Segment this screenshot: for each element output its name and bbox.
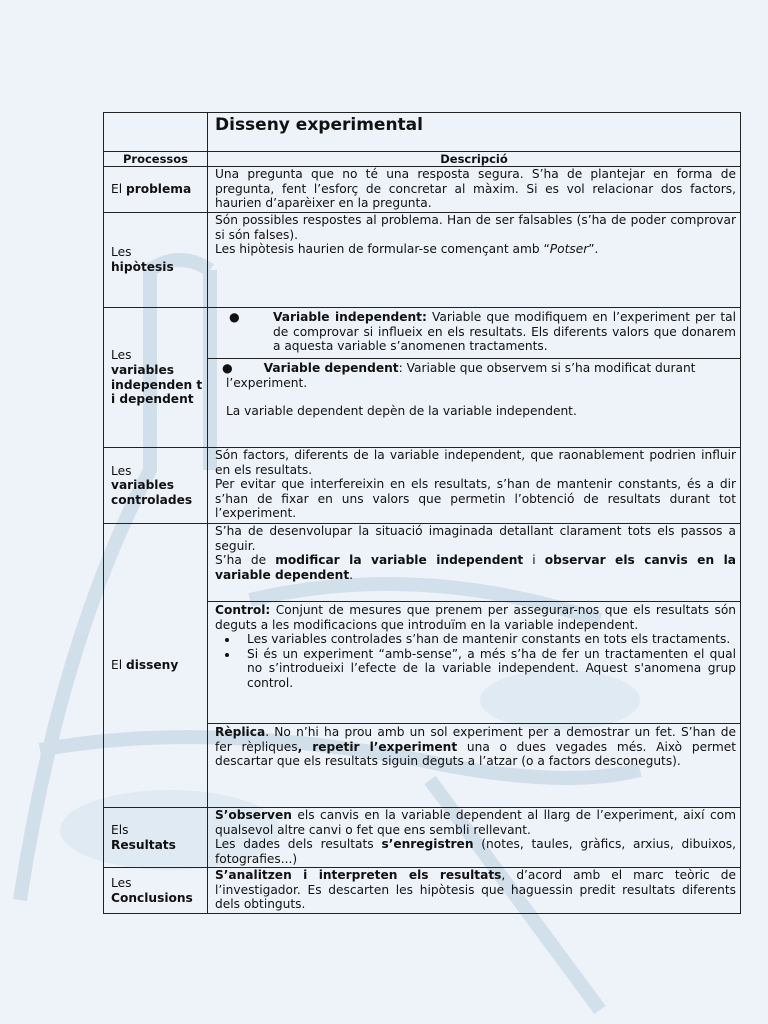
table-row bbox=[104, 167, 741, 213]
controlled-variables-description: Són factors, diferents de la variable independent, que raonablement podrien influir en els resultats. Per evitar que interfereixin en els resultats, s’han de mantenir constants, és a dir s’han de fixar en uns valors que permetin l’obtenció de resultats durant tot l’experiment. bbox=[208, 448, 741, 524]
control-list bbox=[215, 632, 736, 690]
experimental-design-table bbox=[103, 112, 741, 914]
bullet-icon: ● bbox=[222, 361, 233, 375]
process-label: Les hipòtesis bbox=[104, 213, 208, 308]
list-item: • Les variables controlades s’han de mantenir constants en tots els tractaments. bbox=[239, 632, 736, 647]
problem-description: Una pregunta que no té una resposta segura. S’ha de plantejar en forma de pregunta, fent l’esforç de concretar al màxim. Si es vol relacionar dos factors, haurien d’aparèixer en la pregunta. bbox=[208, 167, 741, 213]
table-row bbox=[104, 213, 741, 308]
table-row bbox=[104, 868, 741, 914]
list-item: • Si és un experiment “amb-sense”, a més s’ha de fer un tractamenten el qual no s’introdueixi l’efecte de la variable independent. Aquest s'anomena grup control. bbox=[239, 647, 736, 691]
replica-description: Rèplica. No n’hi ha prou amb un sol experiment per a demostrar un fet. S’han de fer rèpliques, repetir l’experiment una o dues vegades més. Això permet descartar que els resultats siguin deguts a l’atzar (o a factors desconeguts). bbox=[208, 724, 741, 808]
process-label: Les variables independen t i dependent bbox=[104, 308, 208, 448]
description-header: Descripció bbox=[208, 152, 741, 167]
process-label: El problema bbox=[104, 167, 208, 213]
table-title: Disseny experimental bbox=[208, 113, 741, 152]
independent-variable-description: ● Variable independent: Variable que modifiquem en l’experiment per tal de comprovar si influeix en els resultats. Els diferents valors que donarem a aquesta variable s’anomenen tractaments. bbox=[208, 308, 741, 359]
design-description: S’ha de desenvolupar la situació imaginada detallant clarament tots els passos a seguir. S’ha de modificar la variable independent i observar els canvis en la variable dependent. bbox=[208, 524, 741, 602]
process-label: Els Resultats bbox=[104, 808, 208, 868]
process-label: Les Conclusions bbox=[104, 868, 208, 914]
table-row bbox=[104, 808, 741, 868]
bullet-icon: ● bbox=[229, 310, 240, 324]
control-description: Control: Conjunt de mesures que prenem per assegurar-nos que els resultats són deguts a les modificacions que introduïm en la variable independent. • Les variables controlades s’han de mantenir constants en tots els tractaments. • Si és un experiment “amb-sense”, a més s’ha de fer un tractamenten el qual no s’introdueixi l’efecte de la variable independent. Aquest s'anomena grup control. bbox=[208, 602, 741, 724]
hypothesis-description: Són possibles respostes al problema. Han de ser falsables (s’ha de poder comprovar si són falses). Les hipòtesis haurien de formular-se començant amb “Potser”. bbox=[208, 213, 741, 308]
table-row bbox=[104, 448, 741, 524]
process-label: El disseny bbox=[104, 524, 208, 808]
table-row bbox=[104, 524, 741, 602]
dependent-variable-description: ● Variable dependent: Variable que observem si s’ha modificat durant l’experiment. La variable dependent depèn de la variable independent. bbox=[208, 359, 741, 448]
results-description: S’observen els canvis en la variable dependent al llarg de l’experiment, així com qualsevol altre canvi o fet que ens sembli rellevant. Les dades dels resultats s’enregistren (notes, taules, gràfics, arxius, dibuixos, fotografies...) bbox=[208, 808, 741, 868]
table-row bbox=[104, 308, 741, 359]
processes-header: Processos bbox=[104, 152, 208, 167]
process-label: Les variables controlades bbox=[104, 448, 208, 524]
conclusions-description: S’analitzen i interpreten els resultats, d’acord amb el marc teòric de l’investigador. Es descarten les hipòtesis que haguessin predit resultats diferents dels obtinguts. bbox=[208, 868, 741, 914]
title-empty-cell bbox=[104, 113, 208, 152]
